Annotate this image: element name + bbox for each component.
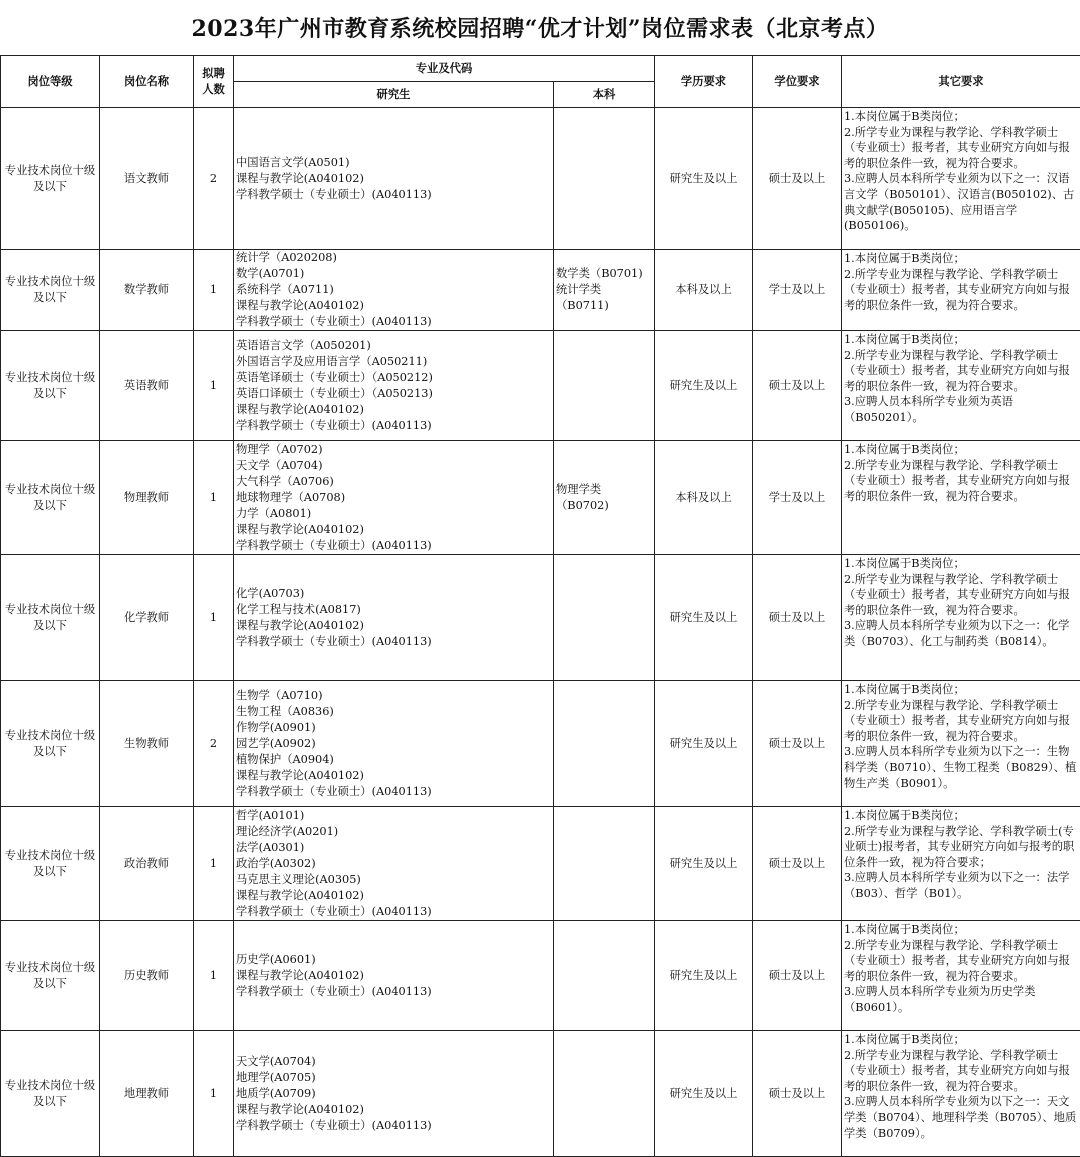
position-name: 地理教师 xyxy=(100,1031,194,1157)
requirement-item: 2.所学专业为课程与教学论、学科教学硕士(专业硕士)报考者，其专业研究方向如与报考的职位条件一致，视为符合要求； xyxy=(844,824,1075,869)
position-level: 专业技术岗位十级及以下 xyxy=(1,108,100,250)
requirement-item: 1.本岗位属于B类岗位； xyxy=(844,683,965,696)
graduate-majors xyxy=(234,1031,554,1157)
major-item: 学科教学硕士（专业硕士）(A040113) xyxy=(236,634,432,648)
major-item: 物理学（A0702) xyxy=(236,442,323,456)
other-requirements xyxy=(842,555,1080,681)
major-item: 中国语言文学(A0501) xyxy=(236,155,350,169)
requirement-item: 1.本岗位属于B类岗位； xyxy=(844,443,965,456)
other-requirements xyxy=(842,681,1080,807)
education-requirement: 研究生及以上 xyxy=(655,555,753,681)
education-requirement: 研究生及以上 xyxy=(655,681,753,807)
education-requirement: 研究生及以上 xyxy=(655,331,753,441)
major-item: 系统科学（A0711) xyxy=(236,283,334,296)
major-item: 英语口译硕士（专业硕士）（A050213) xyxy=(236,386,433,400)
page-title: 2023年广州市教育系统校园招聘“优才计划”岗位需求表（北京考点） xyxy=(191,16,889,42)
major-item: （B0702) xyxy=(556,498,609,512)
position-level: 专业技术岗位十级及以下 xyxy=(1,555,100,681)
table-row xyxy=(1,250,1080,331)
major-item: 数学类（B0701) xyxy=(556,267,643,280)
major-item: 大气科学（A0706) xyxy=(236,474,334,488)
requirement-item: 1.本岗位属于B类岗位； xyxy=(844,333,965,346)
major-item: 地质学(A0709) xyxy=(236,1086,316,1100)
position-level: 专业技术岗位十级及以下 xyxy=(1,807,100,921)
major-item: 统计学（A020208) xyxy=(236,251,337,264)
recruitment-table xyxy=(0,55,1080,1157)
major-item: 课程与教学论(A040102) xyxy=(236,1102,364,1116)
major-item: 学科教学硕士（专业硕士）(A040113) xyxy=(236,1118,432,1132)
requirement-item: 3.应聘人员本科所学专业须为历史学类（B0601）。 xyxy=(844,985,1036,1014)
undergrad-majors xyxy=(554,807,655,921)
requirement-item: 3.应聘人员本科所学专业须为英语（B050201）。 xyxy=(844,395,1013,424)
header-edu: 学历要求 xyxy=(655,56,753,108)
position-name: 物理教师 xyxy=(100,441,194,555)
major-item: 马克思主义理论(A0305) xyxy=(236,872,361,886)
position-name: 语文教师 xyxy=(100,108,194,250)
major-item: 植物保护（A0904) xyxy=(236,752,334,766)
requirement-item: 1.本岗位属于B类岗位； xyxy=(844,809,965,822)
major-item: 学科教学硕士（专业硕士）(A040113) xyxy=(236,784,432,798)
header-grad: 研究生 xyxy=(234,82,554,108)
hire-count: 1 xyxy=(194,807,234,921)
table-row xyxy=(1,681,1080,807)
major-item: 作物学(A0901) xyxy=(236,720,316,734)
requirement-item: 1.本岗位属于B类岗位； xyxy=(844,1033,965,1046)
hire-count: 1 xyxy=(194,441,234,555)
requirement-item: 2.所学专业为课程与教学论、学科教学硕士（专业硕士）报考者，其专业研究方向如与报考的职位条件一致，视为符合要求。 xyxy=(844,458,1070,503)
other-requirements xyxy=(842,108,1080,250)
degree-requirement: 硕士及以上 xyxy=(753,1031,842,1157)
graduate-majors xyxy=(234,681,554,807)
requirement-item: 2.所学专业为课程与教学论、学科教学硕士（专业硕士）报考者，其专业研究方向如与报考的职位条件一致，视为符合要求。 xyxy=(844,267,1070,312)
major-item: 课程与教学论(A040102) xyxy=(236,299,364,312)
undergrad-majors xyxy=(554,331,655,441)
requirement-item: 3.应聘人员本科所学专业须为以下之一：天文学类（B0704）、地理科学类（B0705）、地质学类（B0709）。 xyxy=(844,1095,1077,1140)
major-item: 学科教学硕士（专业硕士）(A040113) xyxy=(236,418,432,432)
education-requirement: 研究生及以上 xyxy=(655,1031,753,1157)
major-item: 园艺学(A0902) xyxy=(236,736,316,750)
header-ug: 本科 xyxy=(554,82,655,108)
major-item: 化学(A0703) xyxy=(236,586,305,600)
header-count: 拟聘人数 xyxy=(194,56,234,108)
table-row xyxy=(1,807,1080,921)
major-item: 理论经济学(A0201) xyxy=(236,824,339,838)
degree-requirement: 硕士及以上 xyxy=(753,108,842,250)
major-item: 课程与教学论(A040102) xyxy=(236,522,364,536)
requirement-item: 3.应聘人员本科所学专业须为以下之一：化学类（B0703）、化工与制药类（B0814）。 xyxy=(844,619,1070,648)
requirement-item: 1.本岗位属于B类岗位； xyxy=(844,557,965,570)
major-item: 外国语言学及应用语言学（A050211) xyxy=(236,354,428,368)
major-item: 学科教学硕士（专业硕士）(A040113) xyxy=(236,904,432,918)
major-item: 化学工程与技术(A0817) xyxy=(236,602,361,616)
header-other: 其它要求 xyxy=(842,56,1080,108)
position-level: 专业技术岗位十级及以下 xyxy=(1,331,100,441)
graduate-majors xyxy=(234,807,554,921)
major-item: 英语语言文学（A050201) xyxy=(236,338,371,352)
major-item: 课程与教学论(A040102) xyxy=(236,888,364,902)
major-item: 学科教学硕士（专业硕士）(A040113) xyxy=(236,538,432,552)
header-degree: 学位要求 xyxy=(753,56,842,108)
requirement-item: 2.所学专业为课程与教学论、学科教学硕士（专业硕士）报考者，其专业研究方向如与报考的职位条件一致，视为符合要求。 xyxy=(844,698,1070,743)
requirement-item: 2.所学专业为课程与教学论、学科教学硕士（专业硕士）报考者，其专业研究方向如与报考的职位条件一致，视为符合要求。 xyxy=(844,938,1070,983)
major-item: 生物工程（A0836) xyxy=(236,704,334,718)
requirement-item: 2.所学专业为课程与教学论、学科教学硕士（专业硕士）报考者，其专业研究方向如与报考的职位条件一致，视为符合要求。 xyxy=(844,572,1070,617)
undergrad-majors xyxy=(554,1031,655,1157)
education-requirement: 研究生及以上 xyxy=(655,807,753,921)
major-item: （B0711) xyxy=(556,299,609,312)
degree-requirement: 硕士及以上 xyxy=(753,681,842,807)
hire-count: 1 xyxy=(194,331,234,441)
table-row xyxy=(1,108,1080,250)
requirement-item: 3.应聘人员本科所学专业须为以下之一：汉语言文学（B050101）、汉语言(B050102)、古典文献学(B050105)、应用语言学(B050106)。 xyxy=(844,172,1075,233)
requirement-item: 1.本岗位属于B类岗位； xyxy=(844,252,965,265)
hire-count: 1 xyxy=(194,921,234,1031)
undergrad-majors xyxy=(554,441,655,555)
undergrad-majors xyxy=(554,108,655,250)
position-level: 专业技术岗位十级及以下 xyxy=(1,1031,100,1157)
hire-count: 1 xyxy=(194,1031,234,1157)
undergrad-majors xyxy=(554,555,655,681)
requirement-item: 3.应聘人员本科所学专业须为以下之一：法学（B03）、哲学（B01）。 xyxy=(844,871,1070,900)
graduate-majors xyxy=(234,441,554,555)
graduate-majors xyxy=(234,921,554,1031)
hire-count: 1 xyxy=(194,250,234,331)
major-item: 天文学(A0704) xyxy=(236,1054,316,1068)
other-requirements xyxy=(842,921,1080,1031)
header-major: 专业及代码 xyxy=(234,56,655,82)
education-requirement: 本科及以上 xyxy=(655,250,753,331)
major-item: 课程与教学论(A040102) xyxy=(236,768,364,782)
position-level: 专业技术岗位十级及以下 xyxy=(1,921,100,1031)
major-item: 历史学(A0601) xyxy=(236,952,316,966)
position-name: 英语教师 xyxy=(100,331,194,441)
header-name: 岗位名称 xyxy=(100,56,194,108)
graduate-majors xyxy=(234,250,554,331)
position-level: 专业技术岗位十级及以下 xyxy=(1,250,100,331)
other-requirements xyxy=(842,250,1080,331)
major-item: 课程与教学论(A040102) xyxy=(236,968,364,982)
major-item: 哲学(A0101) xyxy=(236,808,305,822)
hire-count: 2 xyxy=(194,681,234,807)
other-requirements xyxy=(842,807,1080,921)
degree-requirement: 硕士及以上 xyxy=(753,331,842,441)
major-item: 课程与教学论(A040102) xyxy=(236,618,364,632)
degree-requirement: 硕士及以上 xyxy=(753,807,842,921)
position-name: 化学教师 xyxy=(100,555,194,681)
major-item: 统计学类 xyxy=(556,283,602,296)
hire-count: 2 xyxy=(194,108,234,250)
major-item: 物理学类 xyxy=(556,482,602,496)
requirement-item: 1.本岗位属于B类岗位； xyxy=(844,110,965,123)
graduate-majors xyxy=(234,108,554,250)
requirement-item: 3.应聘人员本科所学专业须为以下之一：生物科学类（B0710）、生物工程类（B0829）、植物生产类（B0901）。 xyxy=(844,745,1077,790)
requirement-item: 2.所学专业为课程与教学论、学科教学硕士（专业硕士）报考者，其专业研究方向如与报考的职位条件一致，视为符合要求。 xyxy=(844,1048,1070,1093)
education-requirement: 研究生及以上 xyxy=(655,921,753,1031)
major-item: 课程与教学论(A040102) xyxy=(236,402,364,416)
undergrad-majors xyxy=(554,250,655,331)
education-requirement: 本科及以上 xyxy=(655,441,753,555)
position-level: 专业技术岗位十级及以下 xyxy=(1,441,100,555)
degree-requirement: 硕士及以上 xyxy=(753,555,842,681)
degree-requirement: 硕士及以上 xyxy=(753,921,842,1031)
education-requirement: 研究生及以上 xyxy=(655,108,753,250)
major-item: 法学(A0301) xyxy=(236,840,305,854)
position-name: 政治教师 xyxy=(100,807,194,921)
major-item: 学科教学硕士（专业硕士）(A040113) xyxy=(236,315,432,328)
position-name: 数学教师 xyxy=(100,250,194,331)
requirement-item: 2.所学专业为课程与教学论、学科教学硕士（专业硕士）报考者，其专业研究方向如与报考的职位条件一致，视为符合要求。 xyxy=(844,348,1070,393)
position-level: 专业技术岗位十级及以下 xyxy=(1,681,100,807)
table-row xyxy=(1,555,1080,681)
table-row xyxy=(1,1031,1080,1157)
major-item: 力学（A0801) xyxy=(236,506,312,520)
table-row xyxy=(1,921,1080,1031)
degree-requirement: 学士及以上 xyxy=(753,250,842,331)
major-item: 数学(A0701) xyxy=(236,267,305,280)
major-item: 生物学（A0710) xyxy=(236,688,323,702)
graduate-majors xyxy=(234,555,554,681)
other-requirements xyxy=(842,1031,1080,1157)
header-level: 岗位等级 xyxy=(1,56,100,108)
hire-count: 1 xyxy=(194,555,234,681)
major-item: 地理学(A0705) xyxy=(236,1070,316,1084)
major-item: 政治学(A0302) xyxy=(236,856,316,870)
undergrad-majors xyxy=(554,921,655,1031)
position-name: 生物教师 xyxy=(100,681,194,807)
major-item: 英语笔译硕士（专业硕士）（A050212) xyxy=(236,370,433,384)
major-item: 学科教学硕士（专业硕士）(A040113) xyxy=(236,984,432,998)
table-row xyxy=(1,331,1080,441)
table-row xyxy=(1,441,1080,555)
requirement-item: 1.本岗位属于B类岗位； xyxy=(844,923,965,936)
graduate-majors xyxy=(234,331,554,441)
requirement-item: 2.所学专业为课程与教学论、学科教学硕士（专业硕士）报考者，其专业研究方向如与报考的职位条件一致，视为符合要求。 xyxy=(844,125,1070,170)
major-item: 学科教学硕士（专业硕士）(A040113) xyxy=(236,187,432,201)
undergrad-majors xyxy=(554,681,655,807)
other-requirements xyxy=(842,441,1080,555)
major-item: 课程与教学论(A040102) xyxy=(236,171,364,185)
major-item: 地球物理学（A0708) xyxy=(236,490,346,504)
degree-requirement: 学士及以上 xyxy=(753,441,842,555)
other-requirements xyxy=(842,331,1080,441)
major-item: 天文学（A0704) xyxy=(236,458,323,472)
position-name: 历史教师 xyxy=(100,921,194,1031)
